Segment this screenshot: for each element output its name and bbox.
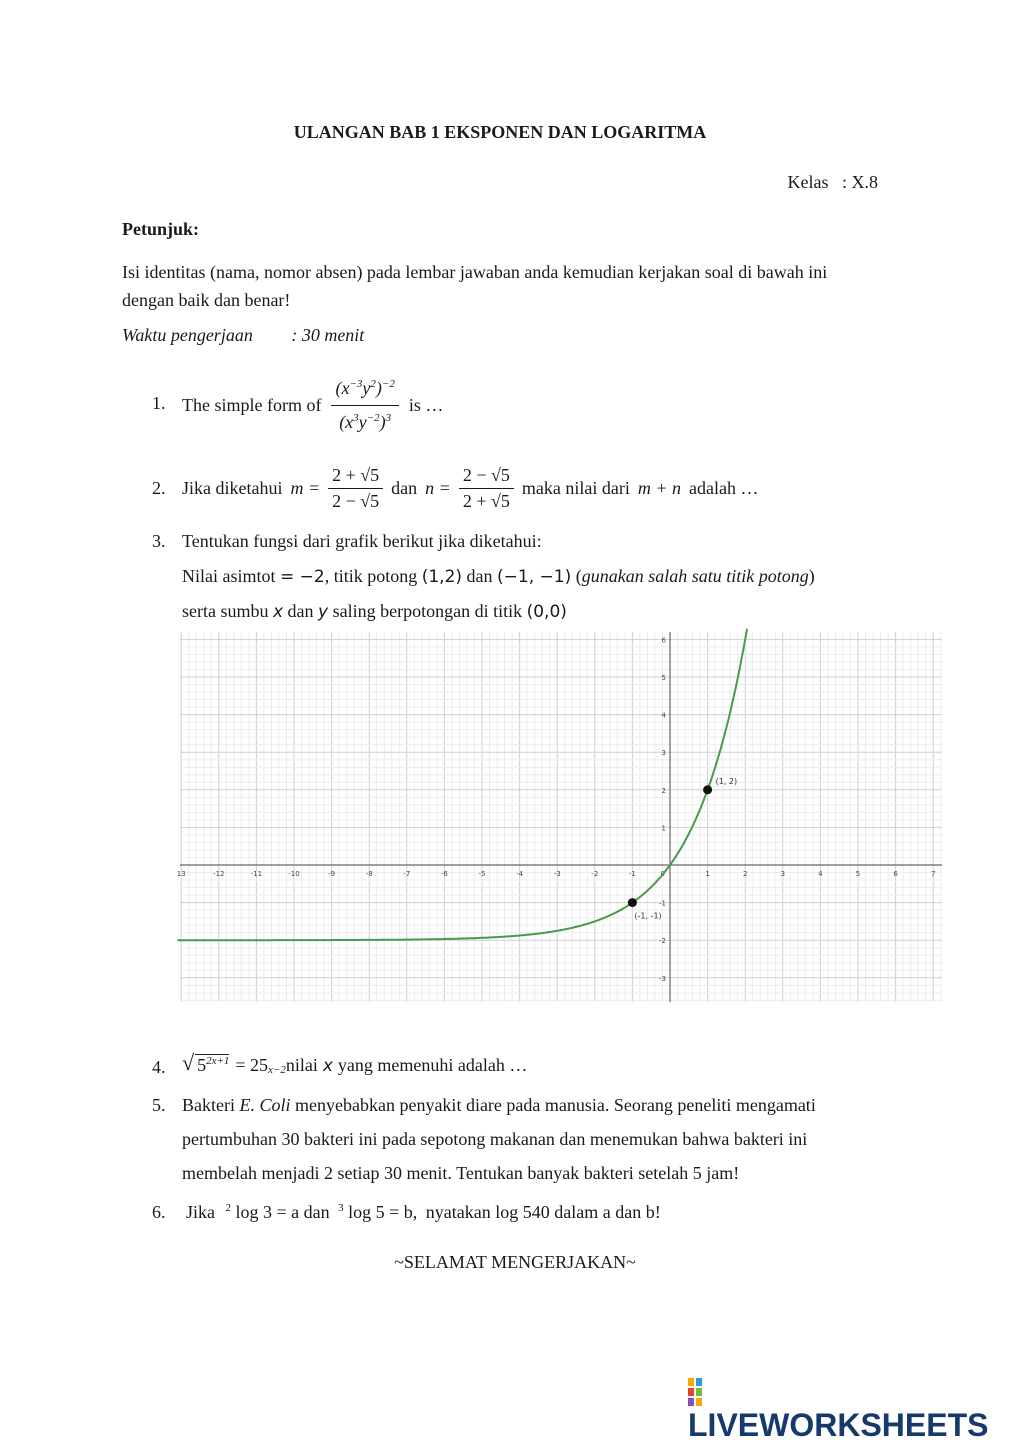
logo-icon: [688, 1376, 710, 1406]
x-tick-label: -9: [328, 870, 336, 878]
x-tick-label: 2: [742, 870, 748, 878]
x-tick-label: 6: [893, 870, 898, 878]
instructions-text: Isi identitas (nama, nomor absen) pada lembar jawaban anda kemudian kerjakan soal di bawah ini dengan baik dan benar!: [122, 262, 828, 310]
y-tick-label: 1: [661, 824, 666, 833]
q2-dan: dan: [391, 477, 418, 498]
x-tick-label: -1: [628, 870, 636, 878]
x-tick-label: -7: [403, 870, 411, 878]
q1-number: 1.: [152, 393, 166, 413]
y-tick-label: -2: [659, 937, 666, 946]
x-tick-label: -12: [213, 870, 225, 878]
y-tick-label: 6: [661, 636, 666, 645]
q1-tail: is …: [408, 394, 444, 415]
time-value: : 30 menit: [291, 325, 365, 345]
q6-number: 6.: [152, 1202, 166, 1222]
sqrt-symbol: √: [182, 1050, 195, 1075]
q2-mid: maka nilai dari: [521, 477, 630, 498]
point-marker: [628, 898, 637, 907]
closing-text: ~SELAMAT MENGERJAKAN~: [394, 1252, 636, 1272]
q1-text: The simple form of: [182, 394, 322, 415]
x-tick-label: -6: [440, 870, 448, 878]
point-marker: [703, 785, 712, 794]
x-tick-label: -11: [250, 870, 263, 878]
exponential-graph: [176, 632, 942, 1002]
x-tick-label: 13: [176, 870, 186, 878]
y-tick-label: 4: [661, 711, 666, 720]
q2-number: 2.: [152, 478, 166, 498]
instructions-heading: Petunjuk:: [122, 219, 200, 239]
page-title: ULANGAN BAB 1 EKSPONEN DAN LOGARITMA: [293, 122, 707, 142]
q3-line3: serta sumbu x dan y saling berpotongan di titik (0,0): [182, 601, 567, 622]
liveworksheets-logo: LIVEWORKSHEETS: [688, 1370, 1000, 1444]
q2-m-eq: m =: [290, 477, 321, 498]
q3-number: 3.: [152, 531, 166, 551]
x-tick-label: -5: [478, 870, 486, 878]
x-tick-label: -3: [553, 870, 561, 878]
q5-line2: pertumbuhan 30 bakteri ini pada sepotong makanan dan menemukan bahwa bakteri ini: [182, 1129, 808, 1149]
x-tick-label: 1: [705, 870, 710, 878]
x-tick-label: -8: [365, 870, 373, 878]
question-4: √ $5^{2x+1}$ = 25 $_{x-2}$ nilai x yang memenuhi adalah …: [182, 1050, 528, 1076]
q4-number: 4.: [152, 1057, 166, 1077]
q3-line1: Tentukan fungsi dari grafik berikut jika diketahui:: [182, 531, 542, 551]
y-tick-label: 5: [661, 674, 666, 682]
question-2: [182, 458, 758, 518]
q5-number: 5.: [152, 1095, 166, 1115]
q2-lead: Jika diketahui: [182, 477, 283, 498]
q2-n-fraction: $\frac{2 - √5}{2 + √5}$: [459, 465, 514, 512]
x-tick-label: 3: [780, 870, 786, 878]
point-label: (1, 2): [715, 776, 738, 786]
question-6: Jika $^2$ log 3 = a dan $^3$ log 5 = b, nyatakan log 540 dalam a dan b!: [186, 1202, 661, 1222]
x-tick-label: 7: [930, 870, 936, 878]
time-limit: [122, 325, 364, 346]
x-tick-label: -4: [516, 870, 524, 878]
x-tick-label: 5: [855, 870, 861, 878]
q2-mn: m + n: [637, 477, 681, 498]
q2-n-eq: n =: [425, 477, 451, 498]
y-tick-label: 2: [661, 786, 666, 795]
q5-line3: membelah menjadi 2 setiap 30 menit. Tentukan banyak bakteri setelah 5 jam!: [182, 1163, 740, 1183]
origin-label: 0: [660, 870, 665, 878]
y-tick-label: -1: [659, 899, 666, 908]
x-tick-label: 4: [818, 870, 823, 878]
class-label: Kelas : X.8: [787, 172, 878, 192]
question-1: [182, 365, 443, 445]
point-label: (-1, -1): [634, 911, 662, 921]
y-tick-label: -3: [659, 974, 666, 983]
q2-m-fraction: $\frac{2 + √5}{2 - √5}$: [328, 465, 383, 512]
q5-line1: Bakteri E. Coli menyebabkan penyakit diare pada manusia. Seorang peneliti mengamati: [182, 1095, 816, 1115]
q1-fraction: $\frac{(x^{-3}y^2)^{-2}}{(x^3y^{-2})^3}$: [331, 378, 398, 433]
q4-radicand: $5^{2x+1}$: [197, 1055, 230, 1075]
q2-tail: adalah …: [688, 477, 759, 498]
x-tick-label: -2: [591, 870, 599, 878]
q3-line2: Nilai asimtot = −2, titik potong (1,2) dan (−1, −1) (gunakan salah satu titik potong): [182, 566, 815, 587]
y-tick-label: 3: [661, 749, 666, 758]
x-tick-label: -10: [288, 870, 300, 878]
time-label: Waktu pengerjaan: [122, 325, 253, 345]
